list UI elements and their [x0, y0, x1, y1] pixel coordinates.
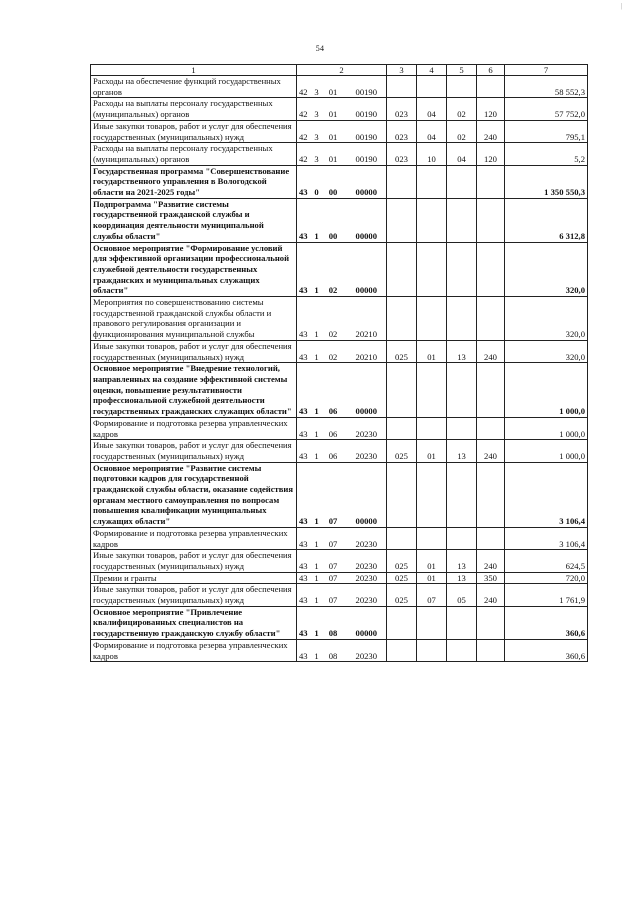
row-section: [417, 606, 447, 639]
code-direction: 00000: [355, 516, 377, 527]
code-event: 01: [328, 109, 338, 120]
row-section: [417, 165, 447, 198]
code-program: 43: [299, 572, 308, 583]
column-header: 1: [91, 65, 297, 76]
row-expense-type: 240: [477, 340, 505, 362]
row-expense-type: [477, 417, 505, 439]
row-subsection: [447, 165, 477, 198]
row-sum: 320,0: [505, 297, 588, 341]
code-subprogram: 1: [314, 650, 319, 661]
row-name: Подпрограмма "Развитие системы государственной гражданской службы и координация деятельности муниципальной службы области": [91, 198, 297, 242]
row-expense-type: 120: [477, 143, 505, 165]
code-program: 43: [299, 538, 308, 549]
row-subsection: 05: [447, 584, 477, 606]
table-row: [91, 143, 588, 165]
row-section: 01: [417, 340, 447, 362]
row-section: 10: [417, 143, 447, 165]
code-subprogram: 3: [314, 86, 319, 97]
row-expense-type: [477, 76, 505, 98]
code-direction: 00000: [355, 406, 377, 417]
code-program: 42: [299, 131, 308, 142]
code-event: 07: [328, 595, 338, 606]
table-row: [91, 417, 588, 439]
row-sum: 3 106,4: [505, 462, 588, 527]
code-direction: 20230: [355, 538, 377, 549]
row-sum: 6 312,8: [505, 198, 588, 242]
row-subsection: [447, 462, 477, 527]
column-header: 3: [387, 65, 417, 76]
row-code: [297, 363, 387, 418]
code-direction: 20230: [355, 428, 377, 439]
row-subsection: [447, 198, 477, 242]
row-subsection: [447, 639, 477, 661]
row-subsection: [447, 606, 477, 639]
row-name: Основное мероприятие "Развитие системы подготовки кадров для государственной гражданской службы области, оказание содействия органам местного самоуправления по вопросам повышения квалификации муниципальных служащих области": [91, 462, 297, 527]
code-program: 42: [299, 109, 308, 120]
row-name: Основное мероприятие "Привлечение квалифицированных специалистов на государственную гражданскую службу области": [91, 606, 297, 639]
code-event: 06: [328, 428, 338, 439]
row-expense-type: 240: [477, 550, 505, 572]
row-sum: 5,2: [505, 143, 588, 165]
code-program: 43: [299, 329, 308, 340]
code-subprogram: 1: [314, 595, 319, 606]
code-direction: 00190: [355, 109, 377, 120]
row-ministry: [387, 363, 417, 418]
table-row: [91, 98, 588, 120]
row-name: Расходы на выплаты персоналу государственных (муниципальных) органов: [91, 143, 297, 165]
row-ministry: [387, 198, 417, 242]
row-section: [417, 297, 447, 341]
row-ministry: 025: [387, 550, 417, 572]
row-ministry: 023: [387, 143, 417, 165]
code-program: 43: [299, 628, 308, 639]
table-row: [91, 527, 588, 549]
row-section: 04: [417, 120, 447, 142]
code-event: 00: [328, 187, 338, 198]
row-expense-type: [477, 527, 505, 549]
row-sum: 58 552,3: [505, 76, 588, 98]
row-name: Иные закупки товаров, работ и услуг для обеспечения государственных (муниципальных) нужд: [91, 550, 297, 572]
row-subsection: [447, 242, 477, 297]
row-subsection: [447, 363, 477, 418]
row-sum: 1 761,9: [505, 584, 588, 606]
row-section: [417, 462, 447, 527]
code-event: 01: [328, 131, 338, 142]
row-sum: 1 000,0: [505, 363, 588, 418]
row-subsection: 02: [447, 98, 477, 120]
table-row: [91, 440, 588, 462]
code-subprogram: 3: [314, 131, 319, 142]
row-ministry: [387, 76, 417, 98]
row-subsection: 13: [447, 440, 477, 462]
code-program: 43: [299, 351, 308, 362]
code-event: 01: [328, 86, 338, 97]
code-program: 43: [299, 187, 308, 198]
row-sum: 720,0: [505, 572, 588, 584]
row-expense-type: 350: [477, 572, 505, 584]
row-code: [297, 98, 387, 120]
table-row: [91, 242, 588, 297]
row-ministry: [387, 639, 417, 661]
code-event: 02: [328, 285, 338, 296]
row-code: [297, 198, 387, 242]
row-ministry: 023: [387, 120, 417, 142]
row-ministry: [387, 165, 417, 198]
table-row: [91, 572, 588, 584]
row-sum: 1 000,0: [505, 440, 588, 462]
table-row: [91, 584, 588, 606]
row-sum: 1 350 550,3: [505, 165, 588, 198]
code-subprogram: 1: [314, 285, 319, 296]
code-direction: 00000: [355, 628, 377, 639]
row-ministry: [387, 417, 417, 439]
code-event: 01: [328, 153, 338, 164]
row-ministry: 025: [387, 440, 417, 462]
row-ministry: 025: [387, 584, 417, 606]
row-section: 04: [417, 98, 447, 120]
row-expense-type: [477, 606, 505, 639]
row-name: Формирование и подготовка резерва управленческих кадров: [91, 639, 297, 661]
code-direction: 00190: [355, 86, 377, 97]
table-row: [91, 297, 588, 341]
row-subsection: 04: [447, 143, 477, 165]
table-row: [91, 462, 588, 527]
row-sum: 360,6: [505, 606, 588, 639]
row-code: [297, 572, 387, 584]
code-direction: 20230: [355, 595, 377, 606]
row-code: [297, 550, 387, 572]
table-row: [91, 198, 588, 242]
row-expense-type: [477, 165, 505, 198]
code-direction: 00190: [355, 131, 377, 142]
code-program: 43: [299, 230, 308, 241]
code-subprogram: 1: [314, 538, 319, 549]
row-expense-type: [477, 242, 505, 297]
row-section: 07: [417, 584, 447, 606]
row-name: Иные закупки товаров, работ и услуг для обеспечения государственных (муниципальных) нужд: [91, 584, 297, 606]
row-name: Расходы на обеспечение функций государственных органов: [91, 76, 297, 98]
row-code: [297, 165, 387, 198]
row-code: [297, 462, 387, 527]
row-sum: 57 752,0: [505, 98, 588, 120]
code-event: 08: [328, 628, 338, 639]
row-name: Формирование и подготовка резерва управленческих кадров: [91, 527, 297, 549]
column-header: 5: [447, 65, 477, 76]
row-name: Формирование и подготовка резерва управленческих кадров: [91, 417, 297, 439]
row-ministry: 023: [387, 98, 417, 120]
row-ministry: 025: [387, 340, 417, 362]
code-program: 42: [299, 153, 308, 164]
code-direction: 00000: [355, 230, 377, 241]
table-body: [91, 65, 588, 662]
code-subprogram: 1: [314, 516, 319, 527]
row-expense-type: 120: [477, 98, 505, 120]
row-expense-type: [477, 198, 505, 242]
code-event: 07: [328, 516, 338, 527]
code-event: 02: [328, 329, 338, 340]
row-code: [297, 584, 387, 606]
row-sum: 795,1: [505, 120, 588, 142]
row-section: [417, 198, 447, 242]
row-section: [417, 639, 447, 661]
row-ministry: [387, 242, 417, 297]
code-subprogram: 0: [314, 187, 319, 198]
code-direction: 00000: [355, 285, 377, 296]
code-event: 06: [328, 450, 338, 461]
row-name: Государственная программа "Совершенствование государственного управления в Вологодской области на 2021-2025 годы": [91, 165, 297, 198]
code-direction: 20210: [355, 351, 377, 362]
code-program: 43: [299, 428, 308, 439]
code-subprogram: 1: [314, 572, 319, 583]
row-section: [417, 417, 447, 439]
row-ministry: [387, 527, 417, 549]
code-subprogram: 1: [314, 628, 319, 639]
row-code: [297, 440, 387, 462]
row-sum: 320,0: [505, 242, 588, 297]
row-ministry: [387, 297, 417, 341]
row-ministry: [387, 606, 417, 639]
code-subprogram: 3: [314, 153, 319, 164]
code-subprogram: 1: [314, 230, 319, 241]
table-row: [91, 550, 588, 572]
row-expense-type: [477, 297, 505, 341]
table-row: [91, 120, 588, 142]
code-subprogram: 1: [314, 428, 319, 439]
row-expense-type: 240: [477, 120, 505, 142]
row-name: Премии и гранты: [91, 572, 297, 584]
row-ministry: 025: [387, 572, 417, 584]
row-section: [417, 363, 447, 418]
row-section: 01: [417, 572, 447, 584]
row-code: [297, 340, 387, 362]
code-direction: 20210: [355, 329, 377, 340]
row-code: [297, 143, 387, 165]
row-code: [297, 120, 387, 142]
row-sum: 360,6: [505, 639, 588, 661]
code-program: 43: [299, 516, 308, 527]
code-subprogram: 3: [314, 109, 319, 120]
row-section: 01: [417, 440, 447, 462]
code-program: 43: [299, 285, 308, 296]
code-subprogram: 1: [314, 450, 319, 461]
row-code: [297, 527, 387, 549]
page-corner-mark: |: [620, 2, 622, 10]
code-program: 43: [299, 406, 308, 417]
row-expense-type: 240: [477, 440, 505, 462]
row-expense-type: [477, 462, 505, 527]
row-code: [297, 606, 387, 639]
code-direction: 00000: [355, 187, 377, 198]
row-name: Основное мероприятие "Внедрение технологий, направленных на создание эффективной системы оценки, повышение результативности профессиональной служебной деятельности государственных гражданских служащих области": [91, 363, 297, 418]
code-event: 02: [328, 351, 338, 362]
code-program: 42: [299, 86, 308, 97]
row-code: [297, 242, 387, 297]
row-subsection: [447, 297, 477, 341]
row-code: [297, 639, 387, 661]
table-header-row: [91, 65, 588, 76]
row-subsection: 02: [447, 120, 477, 142]
row-subsection: 13: [447, 550, 477, 572]
row-subsection: [447, 527, 477, 549]
table-row: [91, 76, 588, 98]
column-header: 4: [417, 65, 447, 76]
row-expense-type: 240: [477, 584, 505, 606]
row-code: [297, 76, 387, 98]
row-sum: 320,0: [505, 340, 588, 362]
row-expense-type: [477, 363, 505, 418]
row-section: 01: [417, 550, 447, 572]
code-program: 43: [299, 595, 308, 606]
code-event: 00: [328, 230, 338, 241]
row-subsection: [447, 76, 477, 98]
code-direction: 20230: [355, 560, 377, 571]
code-subprogram: 1: [314, 406, 319, 417]
page-number: 54: [315, 44, 325, 53]
code-direction: 20230: [355, 650, 377, 661]
code-event: 06: [328, 406, 338, 417]
row-sum: 624,5: [505, 550, 588, 572]
row-code: [297, 417, 387, 439]
column-header: 2: [297, 65, 387, 76]
table-row: [91, 165, 588, 198]
row-name: Иные закупки товаров, работ и услуг для обеспечения государственных (муниципальных) нужд: [91, 120, 297, 142]
column-header: 6: [477, 65, 505, 76]
table-row: [91, 606, 588, 639]
row-section: [417, 76, 447, 98]
code-program: 43: [299, 560, 308, 571]
row-ministry: [387, 462, 417, 527]
column-header: 7: [505, 65, 588, 76]
code-direction: 00190: [355, 153, 377, 164]
row-code: [297, 297, 387, 341]
code-program: 43: [299, 450, 308, 461]
row-name: Иные закупки товаров, работ и услуг для обеспечения государственных (муниципальных) нужд: [91, 340, 297, 362]
table-row: [91, 363, 588, 418]
code-event: 08: [328, 650, 338, 661]
code-subprogram: 1: [314, 560, 319, 571]
code-event: 07: [328, 572, 338, 583]
row-name: Мероприятия по совершенствованию системы государственной гражданской службы области и правового регулирования организации и функционирования муниципальной службы: [91, 297, 297, 341]
table-row: [91, 340, 588, 362]
row-subsection: 13: [447, 572, 477, 584]
code-event: 07: [328, 560, 338, 571]
row-sum: 3 106,4: [505, 527, 588, 549]
row-expense-type: [477, 639, 505, 661]
code-program: 43: [299, 650, 308, 661]
table-row: [91, 639, 588, 661]
row-subsection: [447, 417, 477, 439]
row-section: [417, 242, 447, 297]
row-section: [417, 527, 447, 549]
row-subsection: 13: [447, 340, 477, 362]
row-sum: 1 000,0: [505, 417, 588, 439]
code-subprogram: 1: [314, 351, 319, 362]
row-name: Основное мероприятие "Формирование условий для эффективной организации профессиональной служебной деятельности государственных гражданских и муниципальных служащих области": [91, 242, 297, 297]
row-name: Иные закупки товаров, работ и услуг для обеспечения государственных (муниципальных) нужд: [91, 440, 297, 462]
code-direction: 20230: [355, 572, 377, 583]
code-event: 07: [328, 538, 338, 549]
row-name: Расходы на выплаты персоналу государственных (муниципальных) органов: [91, 98, 297, 120]
code-subprogram: 1: [314, 329, 319, 340]
budget-table: [90, 64, 588, 662]
code-direction: 20230: [355, 450, 377, 461]
